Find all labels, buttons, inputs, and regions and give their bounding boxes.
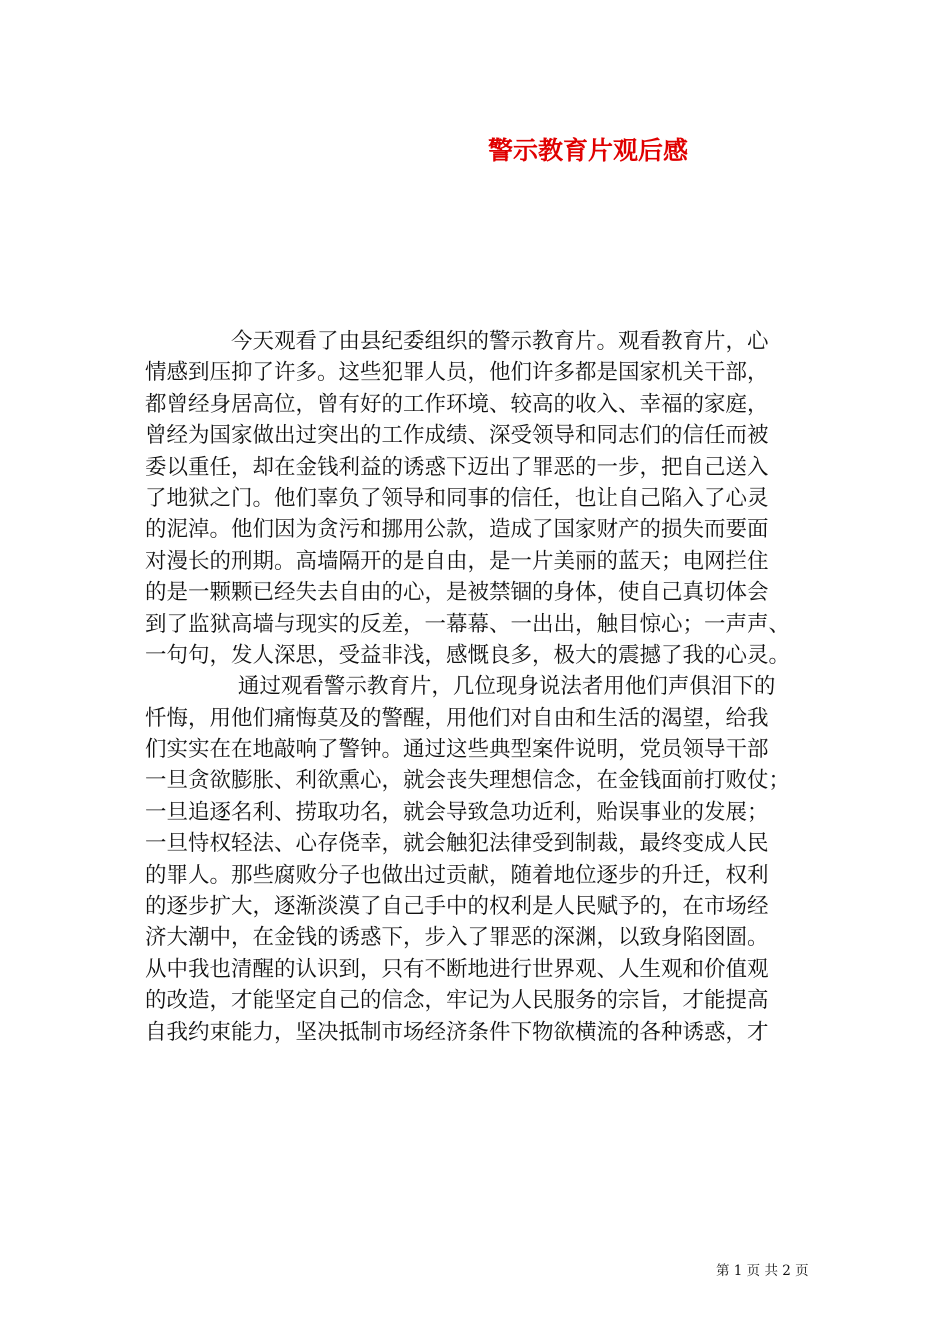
document-title: 警示教育片观后感 — [488, 136, 689, 165]
body-line: 情感到压抑了许多。这些犯罪人员，他们许多都是国家机关干部， — [145, 360, 769, 386]
body-line: 自我约束能力，坚决抵制市场经济条件下物欲横流的各种诱惑，才 — [145, 1019, 769, 1045]
body-line: 今天观看了由县纪委组织的警示教育片。观看教育片，心 — [145, 329, 769, 354]
body-line: 们实实在在地敲响了警钟。通过这些典型案件说明，党员领导干部 — [145, 737, 769, 763]
body-line: 了地狱之门。他们辜负了领导和同事的信任，也让自己陷入了心灵 — [145, 485, 769, 511]
body-line: 的是一颗颗已经失去自由的心，是被禁锢的身体，使自己真切体会 — [145, 580, 769, 606]
body-line: 的罪人。那些腐败分子也做出过贡献，随着地位逐步的升迁，权利 — [145, 862, 769, 888]
body-line: 一旦追逐名利、捞取功名，就会导致急功近利，贻误事业的发展； — [145, 799, 769, 825]
body-line: 通过观看警示教育片，几位现身说法者用他们声俱泪下的 — [145, 674, 776, 700]
page-footer: 第 1 页 共 2 页 — [716, 1263, 809, 1279]
body-line: 都曾经身居高位，曾有好的工作环境、较高的收入、幸福的家庭， — [145, 391, 769, 417]
body-line: 一旦恃权轻法、心存侥幸，就会触犯法律受到制裁，最终变成人民 — [145, 831, 769, 857]
body-line: 到了监狱高墙与现实的反差，一幕幕、一出出，触目惊心；一声声、 — [145, 611, 791, 637]
body-line: 的泥淖。他们因为贪污和挪用公款，造成了国家财产的损失而要面 — [145, 517, 769, 543]
body-line: 从中我也清醒的认识到，只有不断地进行世界观、人生观和价值观 — [145, 956, 769, 982]
body-line: 的逐步扩大，逐渐淡漠了自己手中的权利是人民赋予的，在市场经 — [145, 894, 769, 920]
body-line: 一旦贪欲膨胀、利欲熏心，就会丧失理想信念，在金钱面前打败仗； — [145, 768, 791, 794]
body-line: 一句句，发人深思，受益非浅，感慨良多，极大的震撼了我的心灵。 — [145, 642, 791, 668]
body-line: 曾经为国家做出过突出的工作成绩、深受领导和同志们的信任而被 — [145, 423, 769, 449]
body-line: 忏悔，用他们痛悔莫及的警醒，用他们对自由和生活的渴望，给我 — [145, 705, 769, 731]
body-line: 对漫长的刑期。高墙隔开的是自由，是一片美丽的蓝天；电网拦住 — [145, 548, 769, 574]
body-line: 济大潮中，在金钱的诱惑下，步入了罪恶的深渊，以致身陷囹圄。 — [145, 925, 769, 951]
document-body — [145, 326, 825, 1048]
body-line: 的改造，才能坚定自己的信念，牢记为人民服务的宗旨，才能提高 — [145, 988, 769, 1014]
body-line: 委以重任，却在金钱利益的诱惑下迈出了罪恶的一步，把自己送入 — [145, 454, 769, 480]
